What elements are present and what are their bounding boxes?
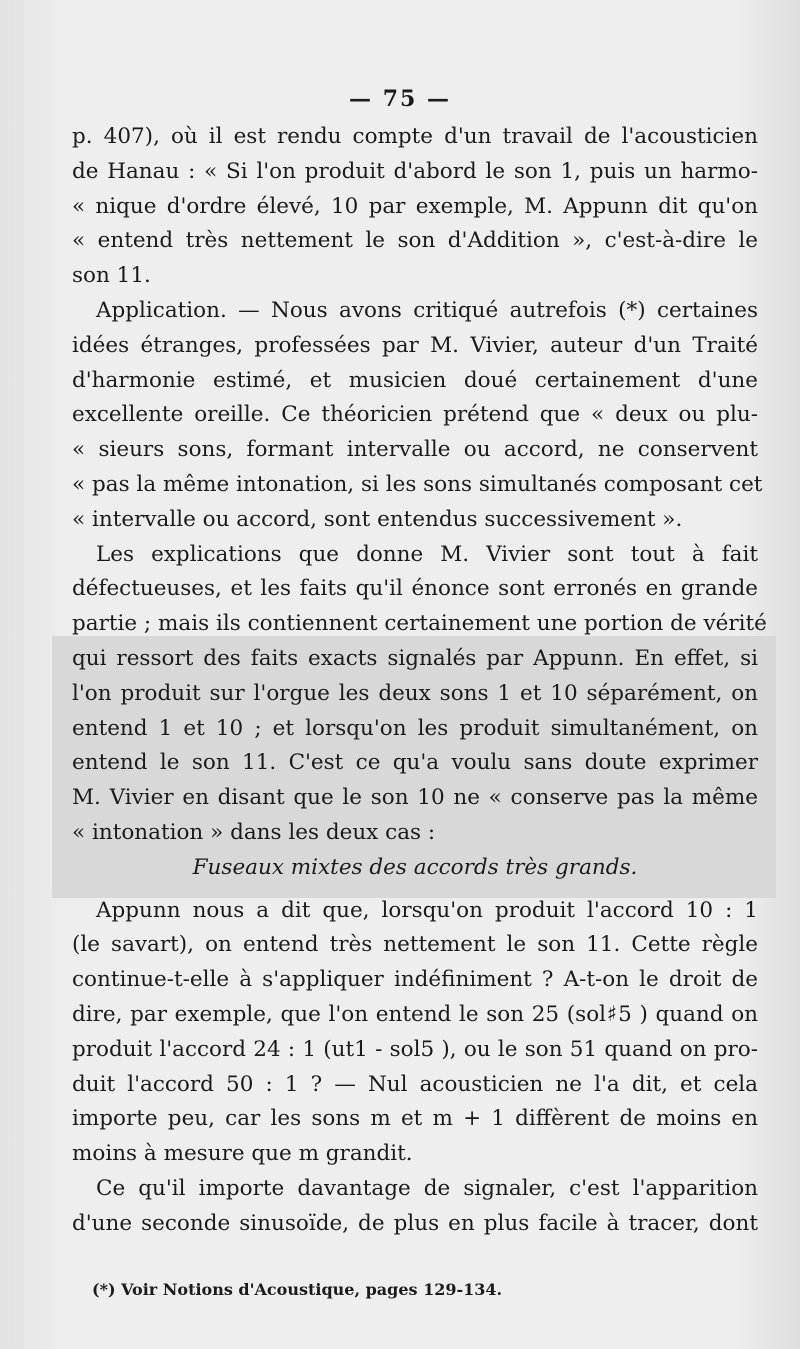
text-line: entend le son 11. C'est ce qu'a voulu sans doute exprimer xyxy=(72,750,758,776)
text-line: continue-t-elle à s'appliquer indéfiniment ? A-t-on le droit de xyxy=(72,967,758,993)
text-line: partie ; mais ils contiennent certainement une portion de vérité xyxy=(72,611,767,637)
text-line: « entend très nettement le son d'Addition », c'est-à-dire le xyxy=(72,228,758,254)
text-line: Ce qu'il importe davantage de signaler, c'est l'apparition xyxy=(96,1175,758,1201)
text-line: moins à mesure que m grandit. xyxy=(72,1141,413,1167)
section-heading-text: Fuseaux mixtes des accords très grands. xyxy=(192,854,638,880)
text-line: importe peu, car les sons m et m + 1 diffèrent de moins en xyxy=(72,1106,758,1132)
text-line: Appunn nous a dit que, lorsqu'on produit l'accord 10 : 1 xyxy=(96,897,758,923)
body-text xyxy=(72,120,767,1242)
text-line: idées étranges, professées par M. Vivier, auteur d'un Traité xyxy=(72,332,758,358)
text-line: « pas la même intonation, si les sons simultanés composant cet xyxy=(72,471,763,497)
text-line: excellente oreille. Ce théoricien prétend que « deux ou plu- xyxy=(72,402,758,428)
text-line: Application. — Nous avons critiqué autrefois (*) certaines xyxy=(96,297,758,323)
text-line: M. Vivier en disant que le son 10 ne « conserve pas la même xyxy=(72,785,758,811)
text-line: d'harmonie estimé, et musicien doué certainement d'une xyxy=(72,367,758,393)
footnote: (*) Voir Notions d'Acoustique, pages 129-134. xyxy=(92,1280,503,1299)
text-line: duit l'accord 50 : 1 ? — Nul acousticien ne l'a dit, et cela xyxy=(72,1071,758,1097)
text-line: « intervalle ou accord, sont entendus successivement ». xyxy=(72,506,683,532)
text-line: produit l'accord 24 : 1 (ut1 - sol5 ), ou le son 51 quand on pro- xyxy=(72,1036,758,1062)
text-line: défectueuses, et les faits qu'il énonce sont erronés en grande xyxy=(72,576,758,602)
text-line: p. 407), où il est rendu compte d'un travail de l'acousticien xyxy=(72,124,758,149)
text-line: (le savart), on entend très nettement le son 11. Cette règle xyxy=(72,932,758,958)
section-heading xyxy=(72,851,758,886)
text-line: Les explications que donne M. Vivier sont tout à fait xyxy=(96,541,758,567)
text-line: l'on produit sur l'orgue les deux sons 1 et 10 séparément, on xyxy=(72,680,758,706)
text-line: qui ressort des faits exacts signalés par Appunn. En effet, si xyxy=(72,645,758,671)
spacer xyxy=(72,886,758,894)
page-number: — 75 — xyxy=(349,86,451,112)
text-line: « sieurs sons, formant intervalle ou accord, ne conservent xyxy=(72,437,758,463)
text-line: d'une seconde sinusoïde, de plus en plus facile à tracer, dont xyxy=(72,1210,758,1236)
text-line: dire, par exemple, que l'on entend le son 25 (sol♯5 ) quand on xyxy=(72,1001,758,1027)
text-line: son 11. xyxy=(72,263,151,289)
text-line: de Hanau : « Si l'on produit d'abord le son 1, puis un harmo- xyxy=(72,158,758,184)
text-line: entend 1 et 10 ; et lorsqu'on les produit simultanément, on xyxy=(72,715,758,741)
text-line: « nique d'ordre élevé, 10 par exemple, M. Appunn dit qu'on xyxy=(72,193,758,219)
text-line: « intonation » dans les deux cas : xyxy=(72,819,436,845)
